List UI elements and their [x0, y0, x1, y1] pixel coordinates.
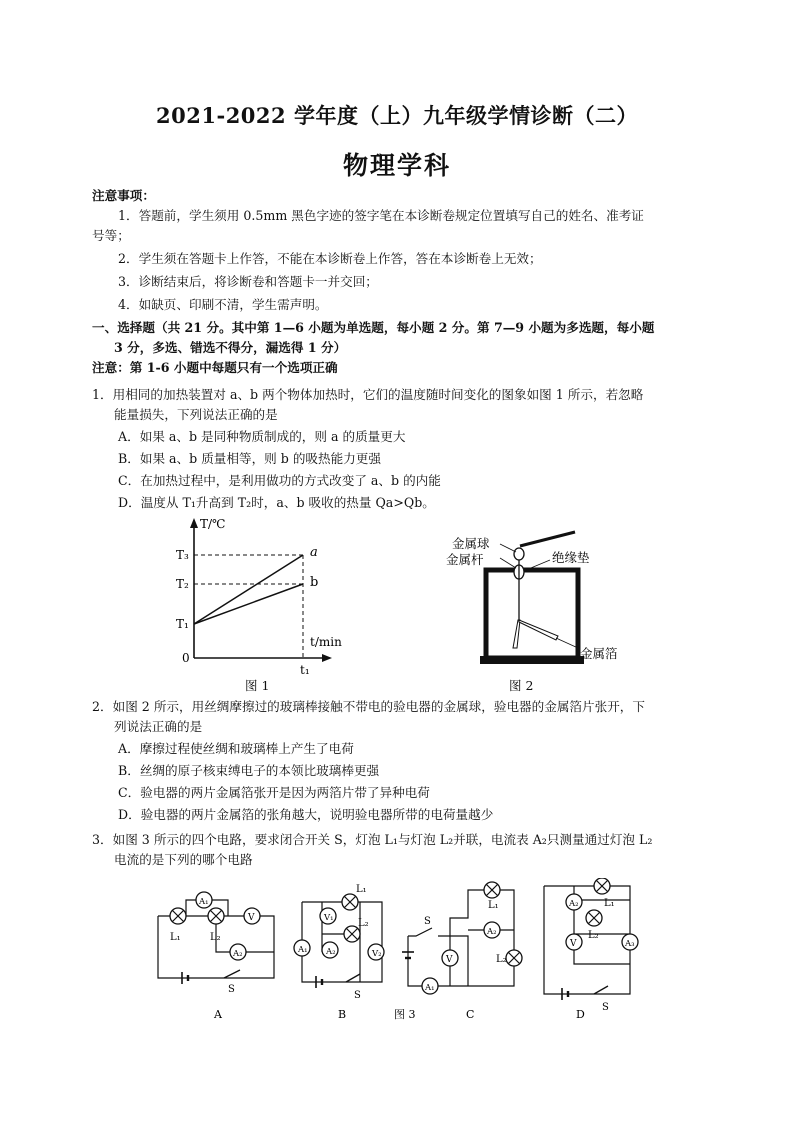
circuit-b-s-text: S — [354, 990, 361, 1001]
electroscope-frame — [486, 570, 578, 658]
circuit-a-a2-text: A₂ — [233, 949, 243, 959]
figure-2-caption: 图 2 — [509, 678, 534, 693]
origin-label: 0 — [182, 651, 190, 665]
section-note: 注意：第 1-6 小题中每题只有一个选项正确 — [92, 360, 338, 375]
circuit-d-l2-text: L₂ — [588, 930, 599, 941]
circuit-a-v-text: V — [248, 913, 255, 923]
circuit-c-l2-text: L₂ — [496, 954, 507, 965]
q2-option-a: A．摩擦过程使丝绸和玻璃棒上产生了电荷 — [118, 741, 354, 756]
circuit-c-a1-text: A₁ — [425, 983, 435, 993]
notes-section — [92, 186, 704, 315]
q2-option-d: D．验电器的两片金属箔的张角越大，说明验电器所带的电荷量越少 — [118, 807, 494, 822]
notes-heading: 注意事项： — [92, 188, 155, 203]
tick-t1: T₁ — [176, 617, 189, 631]
circuit-a-l1-text: L₁ — [170, 932, 181, 943]
tick-t1-time: t₁ — [300, 663, 310, 677]
label-metal-foil: 金属箔 — [580, 646, 618, 661]
circuit-a-s-text: S — [228, 984, 235, 995]
glass-rod — [520, 532, 575, 546]
circuit-c-v-text: V — [446, 955, 453, 965]
label-metal-ball: 金属球 — [452, 536, 490, 551]
circuit-c-a2-text: A₂ — [487, 927, 497, 937]
series-b-label: b — [310, 575, 319, 590]
figure-1-caption: 图 1 — [245, 678, 270, 693]
question-3 — [92, 830, 704, 870]
page-title: 2021-2022 学年度（上）九年级学情诊断（二） — [156, 103, 638, 128]
q2-option-b: B．丝绸的原子核束缚电子的本领比玻璃棒更强 — [118, 763, 380, 778]
circuit-c — [402, 882, 522, 1021]
figure-2-electroscope — [440, 524, 670, 674]
circuit-a-lamp-l1 — [170, 908, 186, 924]
electroscope-base — [480, 656, 584, 664]
q3-stem-line1: 3．如图 3 所示的四个电路，要求闭合开关 S，灯泡 L₁与灯泡 L₂并联，电流表 A₂只测量通过灯泡 L₂ — [92, 832, 653, 847]
circuit-d-switch — [594, 986, 608, 994]
series-a-label: a — [310, 545, 318, 560]
circuit-d-lamp-l1 — [594, 878, 610, 894]
circuit-d-v-text: V — [570, 939, 577, 949]
circuit-d-label: D — [576, 1008, 585, 1021]
question-1 — [92, 385, 704, 513]
q2-stem-line2: 列说法正确的是 — [114, 719, 203, 734]
x-axis-arrow — [322, 654, 332, 662]
circuit-c-l1-text: L₁ — [488, 900, 499, 911]
note-item-3: 3．诊断结束后，将诊断卷和答题卡一并交回； — [118, 274, 378, 289]
circuit-a — [158, 892, 274, 1021]
circuit-b-a2-text: A₂ — [326, 947, 336, 957]
circuit-c-s-text: S — [424, 916, 431, 927]
circuit-a-switch — [224, 970, 240, 978]
circuit-d-lamp-l2 — [586, 910, 602, 926]
circuit-a-l2-text: L₂ — [210, 932, 221, 943]
note-item-1: 1．答题前，学生须用 0.5mm 黑色字迹的签字笔在本诊断卷规定位置填写自己的姓名、准考证 — [118, 208, 644, 223]
section-heading-line1: 一、选择题（共 21 分。其中第 1—6 小题为单选题，每小题 2 分。第 7—9 小题为多选题，每小题 — [92, 320, 655, 335]
metal-foil-right — [519, 620, 558, 640]
foil-leader — [556, 638, 578, 648]
circuit-a-lamp-l2 — [208, 908, 224, 924]
circuit-d-a3-text: A₃ — [625, 939, 635, 949]
circuit-d-l1-text: L₁ — [604, 898, 615, 909]
ball-leader — [500, 544, 516, 552]
q1-option-c: C．在加热过程中，是利用做功的方式改变了 a、b 的内能 — [118, 473, 441, 488]
circuit-c-lamp-l2 — [506, 950, 522, 966]
circuit-b — [294, 884, 384, 1021]
q1-stem-line2: 能量损失，下列说法正确的是 — [114, 407, 278, 422]
question-2 — [92, 697, 704, 825]
circuit-b-label: B — [338, 1008, 347, 1021]
subject-title: 物理学科 — [342, 151, 451, 180]
q2-stem-line1: 2．如图 2 所示，用丝绸摩擦过的玻璃棒接触不带电的验电器的金属球，验电器的金属箔片张开，下 — [92, 699, 645, 714]
metal-ball — [514, 548, 524, 560]
section-heading-line2: 3 分，多选、错选不得分，漏选得 1 分） — [114, 340, 347, 355]
rod-leader — [500, 558, 516, 568]
x-axis-label: t/min — [310, 635, 342, 649]
circuit-b-switch — [346, 974, 360, 982]
circuit-c-lamp-l1 — [484, 882, 500, 898]
q3-stem-line2: 电流的是下列的哪个电路 — [114, 852, 253, 867]
section-heading — [92, 318, 704, 378]
label-metal-rod: 金属杆 — [446, 552, 484, 567]
circuit-a-a1-text: A₁ — [199, 897, 209, 907]
metal-foil-left — [513, 620, 520, 648]
figure-3-caption: 图 3 — [394, 1008, 416, 1021]
y-axis-arrow — [190, 518, 198, 528]
y-axis-label: T/℃ — [200, 517, 226, 531]
circuit-b-l2-text: L₂ — [358, 918, 369, 929]
circuit-b-wires — [302, 902, 382, 982]
circuit-b-v2-text: V₂ — [372, 949, 382, 959]
figure-1-graph — [160, 514, 360, 694]
tick-t2: T₂ — [176, 577, 189, 591]
q1-option-b: B．如果 a、b 质量相等，则 b 的吸热能力更强 — [118, 451, 381, 466]
circuit-c-label: C — [466, 1008, 475, 1021]
circuit-b-v1-text: V₁ — [324, 913, 334, 923]
circuit-d — [544, 878, 638, 1021]
note-item-2: 2．学生须在答题卡上作答，不能在本诊断卷上作答，答在本诊断卷上无效； — [118, 251, 542, 266]
label-insulating-pad: 绝缘垫 — [552, 550, 590, 565]
circuit-d-a2-text: A₂ — [569, 899, 579, 909]
figure-3-circuits — [150, 878, 650, 1028]
q1-stem-line1: 1．用相同的加热装置对 a、b 两个物体加热时，它们的温度随时间变化的图象如图 1 所示，若忽略 — [92, 387, 644, 402]
q1-option-d: D．温度从 T₁升高到 T₂时，a、b 吸收的热量 Qa>Qb。 — [118, 495, 435, 510]
note-item-1-cont: 号等； — [92, 228, 130, 243]
note-item-4: 4．如缺页、印刷不清，学生需声明。 — [118, 297, 328, 312]
q1-option-a: A．如果 a、b 是同种物质制成的，则 a 的质量更大 — [118, 429, 406, 444]
circuit-b-a1-text: A₁ — [298, 945, 308, 955]
q2-option-c: C．验电器的两片金属箔张开是因为两箔片带了异种电荷 — [118, 785, 430, 800]
circuit-b-l1-text: L₁ — [356, 884, 367, 895]
tick-t3: T₃ — [176, 548, 189, 562]
circuit-d-s-text: S — [602, 1002, 609, 1013]
circuit-b-lamp-l1 — [342, 894, 358, 910]
circuit-a-label: A — [214, 1008, 222, 1021]
circuit-d-wires — [544, 886, 630, 994]
